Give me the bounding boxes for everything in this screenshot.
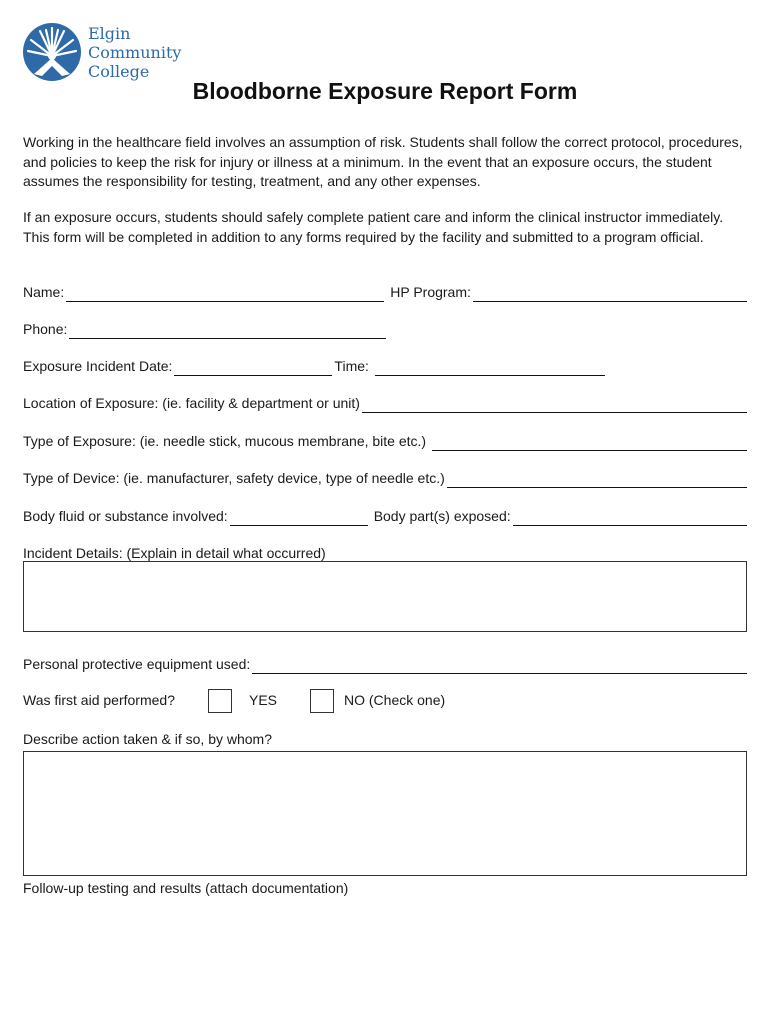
name-field[interactable] bbox=[66, 283, 384, 302]
logo-wordmark bbox=[88, 24, 181, 81]
ppe-row bbox=[23, 652, 747, 674]
logo-line-2: Community bbox=[88, 43, 182, 62]
time-field[interactable] bbox=[375, 357, 605, 376]
name-row bbox=[23, 280, 747, 302]
hp-program-field[interactable] bbox=[473, 283, 747, 302]
exposure-date-row bbox=[23, 354, 747, 376]
type-device-field[interactable] bbox=[447, 469, 747, 488]
followup-row bbox=[23, 876, 747, 898]
type-exposure-label: Type of Exposure: (ie. needle stick, mucous membrane, bite etc.) bbox=[23, 433, 427, 449]
followup-label: Follow-up testing and results (attach documentation) bbox=[23, 880, 349, 896]
action-label: Describe action taken & if so, by whom? bbox=[23, 731, 273, 747]
body-fluid-row bbox=[23, 504, 747, 526]
first-aid-label: Was first aid performed? bbox=[23, 692, 175, 708]
phone-label: Phone: bbox=[23, 321, 68, 337]
exposure-date-field[interactable] bbox=[174, 357, 332, 376]
time-label: Time: bbox=[334, 358, 369, 374]
logo-line-1: Elgin bbox=[88, 24, 131, 43]
hp-program-label: HP Program: bbox=[390, 284, 471, 300]
intro-paragraph-2: If an exposure occurs, students should safely complete patient care and inform the clinical instructor immediately. This form will be completed in addition to any forms required by the facility and submitted to a program official. bbox=[23, 209, 724, 245]
type-exposure-field[interactable] bbox=[432, 432, 747, 451]
action-row bbox=[23, 727, 747, 749]
location-row bbox=[23, 391, 747, 413]
type-exposure-row bbox=[23, 429, 747, 451]
action-textarea[interactable] bbox=[23, 751, 747, 876]
no-checkbox[interactable] bbox=[310, 689, 334, 713]
exposure-date-label: Exposure Incident Date: bbox=[23, 358, 173, 374]
starburst-logo-icon bbox=[22, 22, 82, 82]
yes-label: YES bbox=[249, 692, 278, 708]
ppe-field[interactable] bbox=[252, 655, 747, 674]
form-title: Bloodborne Exposure Report Form bbox=[192, 78, 578, 104]
logo-line-3: College bbox=[88, 62, 150, 81]
name-label: Name: bbox=[23, 284, 65, 300]
type-device-row bbox=[23, 466, 747, 488]
body-fluid-field[interactable] bbox=[230, 507, 368, 526]
body-part-field[interactable] bbox=[513, 507, 747, 526]
incident-details-row bbox=[23, 541, 747, 563]
body-fluid-label: Body fluid or substance involved: bbox=[23, 508, 228, 524]
location-label: Location of Exposure: (ie. facility & department or unit) bbox=[23, 395, 360, 411]
ppe-label: Personal protective equipment used: bbox=[23, 656, 251, 672]
body-part-label: Body part(s) exposed: bbox=[373, 508, 511, 524]
incident-details-label: Incident Details: (Explain in detail what occurred) bbox=[23, 545, 326, 561]
phone-row bbox=[23, 317, 747, 339]
type-device-label: Type of Device: (ie. manufacturer, safety device, type of needle etc.) bbox=[23, 470, 445, 486]
location-field[interactable] bbox=[362, 394, 747, 413]
intro-paragraph-1: Working in the healthcare field involves an assumption of risk. Students shall follow the correct protocol, procedures, and policies to keep the risk for injury or illness at a minimum. In the event that an exposure occurs, the student assumes the responsibility for testing, treatment, and any other expenses. bbox=[23, 134, 743, 189]
no-label: NO (Check one) bbox=[344, 692, 446, 708]
phone-field[interactable] bbox=[69, 320, 386, 339]
college-logo bbox=[22, 22, 192, 86]
yes-checkbox[interactable] bbox=[208, 689, 232, 713]
incident-details-textarea[interactable] bbox=[23, 561, 747, 632]
